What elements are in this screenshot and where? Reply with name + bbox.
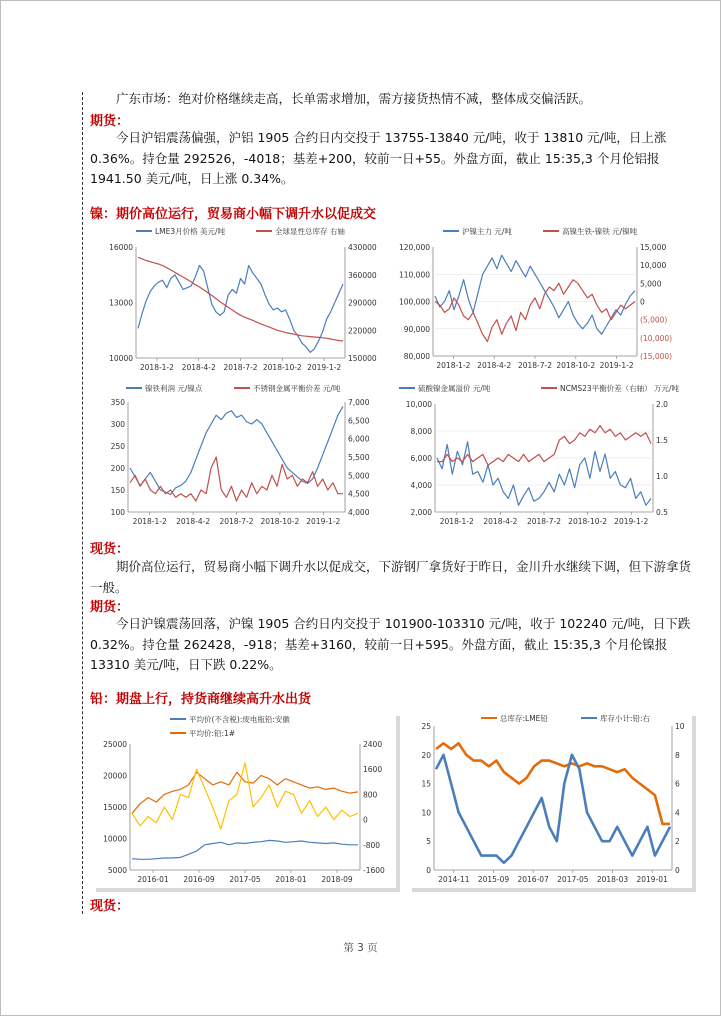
y-right-tick-label: 4,500	[348, 489, 370, 499]
x-tick-label: 2018-4-2	[181, 363, 216, 372]
y-left-tick-label: 110,000	[398, 270, 430, 280]
legend-label: 不锈钢金属平衡价差 元/吨	[253, 384, 341, 393]
x-tick-label: 2018-10-2	[556, 361, 596, 370]
y-right-tick-label: 10,000	[640, 261, 667, 271]
chart-shadow-bottom	[96, 888, 400, 892]
y-right-tick-label: 1.0	[656, 472, 668, 481]
nickel-futures-text: 今日沪镍震荡回落，沪镍 1905 合约日内交投于 101900-103310 元/吨，收于 102240 元/吨，日下跌 0.32%。持仓量 262428，-918；基差+3160，较前一日+595。外盘方面，截止 15:35,3 个月伦镍报 13310 美元/吨，日下跌 0.22%。	[90, 616, 691, 672]
chart-background	[393, 380, 693, 532]
y-left-tick-label: 15	[421, 779, 431, 789]
x-tick-label: 2019-1-2	[306, 517, 341, 526]
y-left-tick-label: 10000	[109, 354, 133, 363]
y-left-tick-label: 150	[110, 486, 125, 495]
y-left-tick-label: 13000	[109, 298, 133, 308]
x-tick-label: 2018-4-2	[483, 517, 518, 526]
y-right-tick-label: 5,000	[640, 279, 662, 289]
y-right-tick-label: 15,000	[640, 243, 667, 252]
x-tick-label: 2016-01	[137, 875, 169, 884]
y-left-tick-label: 10,000	[405, 400, 432, 409]
y-right-tick-label: 6,500	[348, 416, 370, 426]
y-right-tick-label: (5,000)	[640, 315, 668, 325]
y-right-tick-label: 2	[675, 837, 680, 847]
y-left-tick-label: 5000	[107, 866, 127, 875]
x-tick-label: 2019-1-2	[599, 361, 634, 370]
x-tick-label: 2018-1-2	[439, 517, 474, 526]
y-right-tick-label: -800	[363, 840, 381, 850]
x-tick-label: 2015-09	[477, 875, 510, 884]
y-left-tick-label: 350	[110, 398, 125, 407]
x-tick-label: 2016-07	[517, 875, 549, 884]
y-left-tick-label: 100,000	[398, 297, 430, 307]
y-right-tick-label: 2.0	[656, 400, 668, 409]
aluminum-guangdong-text: 广东市场：绝对价格继续走高，长单需求增加，需方接货热情不减，整体成交偏活跃。	[116, 91, 592, 106]
x-tick-label: 2017-05	[557, 875, 589, 884]
y-right-tick-label: 4	[675, 808, 680, 818]
y-right-tick-label: 6	[675, 779, 680, 789]
y-right-tick-label: 2400	[363, 740, 383, 749]
chart-shadow-bottom	[412, 888, 696, 892]
lead-spot-label: 现货：	[90, 899, 130, 914]
y-left-tick-label: 100	[110, 508, 125, 517]
y-right-tick-label: (15,000)	[640, 352, 673, 361]
lead-price-chart	[90, 710, 400, 892]
x-tick-label: 2018-09	[321, 875, 353, 884]
y-right-tick-label: 5,500	[348, 453, 370, 462]
section-left-rule	[82, 92, 83, 914]
nickel-profit-chart	[96, 380, 389, 532]
y-left-tick-label: 20000	[103, 771, 127, 781]
y-left-tick-label: 25	[421, 722, 431, 731]
chart-background	[90, 710, 400, 892]
chart-shadow-right	[396, 716, 400, 892]
legend-label: NCMS23平衡价差（右轴） 万元/吨	[560, 384, 680, 393]
y-left-tick-label: 250	[110, 442, 125, 451]
x-tick-label: 2018-1-2	[436, 361, 471, 370]
y-right-tick-label: 0.5	[656, 508, 668, 517]
aluminum-futures-text: 今日沪铝震荡偏强，沪铝 1905 合约日内交投于 13755-13840 元/吨，收于 13810 元/吨，日上涨 0.36%。持仓量 292526，-4018；基差+200，较前一日+55。外盘方面，截止 15:35,3 个月伦铝报 1941.50 美元/吨，日上涨 0.34%。	[90, 130, 667, 186]
aluminum-futures-label: 期货：	[90, 114, 130, 129]
x-tick-label: 2018-10-2	[568, 517, 608, 526]
x-tick-label: 2018-7-2	[526, 517, 562, 526]
y-right-tick-label: 290000	[348, 298, 377, 308]
legend-label: 平均价:铅:1#	[189, 729, 236, 738]
y-left-tick-label: 25000	[103, 740, 127, 749]
y-left-tick-label: 0	[426, 866, 431, 875]
legend-label: LME3月价格 美元/吨	[155, 227, 226, 236]
x-tick-label: 2018-1-2	[132, 517, 167, 526]
y-left-tick-label: 90,000	[403, 324, 430, 334]
legend-label: 库存小计:铅:右	[600, 714, 651, 723]
x-tick-label: 2018-7-2	[223, 363, 258, 372]
legend-label: 平均价(不含税):废电瓶铅:安徽	[189, 715, 290, 724]
x-tick-label: 2014-11	[438, 875, 470, 884]
y-right-tick-label: (10,000)	[640, 333, 673, 343]
nickel-spread-chart	[393, 223, 693, 378]
legend-label: 硫酸镍金属溢价 元/吨	[418, 384, 491, 393]
y-left-tick-label: 8,000	[410, 427, 432, 436]
x-tick-label: 2019-01	[636, 875, 668, 884]
nickel-heading: 镍：期价高位运行，贸易商小幅下调升水以促成交	[90, 207, 377, 222]
nickel-spot-text: 期价高位运行，贸易商小幅下调升水以促成交，下游钢厂拿货好于昨日，金川升水继续下调，但下游拿货一般。	[90, 559, 692, 595]
y-left-tick-label: 20	[421, 750, 431, 760]
x-tick-label: 2018-10-2	[262, 363, 302, 372]
x-tick-label: 2018-7-2	[219, 517, 254, 526]
x-tick-label: 2018-4-2	[176, 517, 211, 526]
y-right-tick-label: 220000	[348, 326, 377, 336]
y-right-tick-label: 6,000	[348, 434, 370, 444]
y-left-tick-label: 16000	[109, 243, 133, 252]
y-left-tick-label: 10	[421, 808, 431, 818]
x-tick-label: 2018-4-2	[477, 361, 512, 370]
lead-heading: 铅：期盘上行，持货商继续高升水出货	[90, 692, 312, 707]
y-left-tick-label: 120,000	[398, 243, 430, 252]
legend-label: 高镍生铁-镍铁 元/镍吨	[562, 227, 638, 236]
y-right-tick-label: 0	[675, 866, 680, 875]
y-right-tick-label: 8	[675, 750, 680, 760]
nickel-futures-label: 期货：	[90, 600, 130, 615]
y-right-tick-label: 4,000	[348, 508, 370, 517]
page-footer: 第 3 页	[343, 942, 378, 954]
y-left-tick-label: 80,000	[403, 352, 430, 361]
y-right-tick-label: 1600	[363, 765, 383, 775]
chart-background	[406, 710, 696, 892]
y-left-tick-label: 4,000	[410, 481, 432, 490]
x-tick-label: 2017-05	[229, 875, 261, 884]
x-tick-label: 2016-09	[183, 875, 215, 884]
legend-label: 总库存:LME铅	[500, 714, 548, 723]
y-left-tick-label: 300	[110, 420, 125, 429]
y-left-tick-label: 5	[426, 837, 431, 847]
y-right-tick-label: 7,000	[348, 398, 370, 407]
x-tick-label: 2019-1-2	[307, 363, 342, 372]
nickel-lme-stock-chart	[96, 223, 389, 378]
x-tick-label: 2019-1-2	[614, 517, 649, 526]
chart-shadow-right	[692, 716, 696, 892]
lead-stock-chart	[406, 710, 696, 892]
y-right-tick-label: 150000	[348, 354, 377, 363]
x-tick-label: 2018-03	[596, 875, 629, 884]
y-right-tick-label: 430000	[348, 243, 377, 252]
y-right-tick-label: 800	[363, 790, 378, 800]
y-left-tick-label: 2,000	[410, 508, 432, 517]
y-left-tick-label: 15000	[103, 803, 127, 812]
nickel-spot-label: 现货：	[90, 542, 130, 557]
y-right-tick-label: 10	[675, 722, 685, 731]
y-right-tick-label: 0	[640, 297, 645, 307]
x-tick-label: 2018-01	[275, 875, 307, 884]
y-right-tick-label: 0	[363, 815, 368, 825]
legend-label: 沪镍主力 元/吨	[462, 227, 512, 236]
y-right-tick-label: -1600	[363, 866, 385, 875]
x-tick-label: 2018-10-2	[260, 517, 300, 526]
nickel-sulfate-chart	[393, 380, 693, 532]
y-left-tick-label: 200	[110, 464, 125, 473]
x-tick-label: 2018-7-2	[517, 361, 553, 370]
y-left-tick-label: 6,000	[410, 454, 432, 463]
x-tick-label: 2018-1-2	[139, 363, 174, 372]
y-right-tick-label: 1.5	[656, 436, 668, 445]
legend-label: 全球显性总库存 右轴	[275, 227, 345, 236]
y-right-tick-label: 360000	[348, 270, 377, 280]
y-right-tick-label: 5,000	[348, 471, 370, 481]
y-left-tick-label: 10000	[103, 834, 127, 844]
legend-label: 镍铁利润 元/镍点	[145, 384, 203, 393]
